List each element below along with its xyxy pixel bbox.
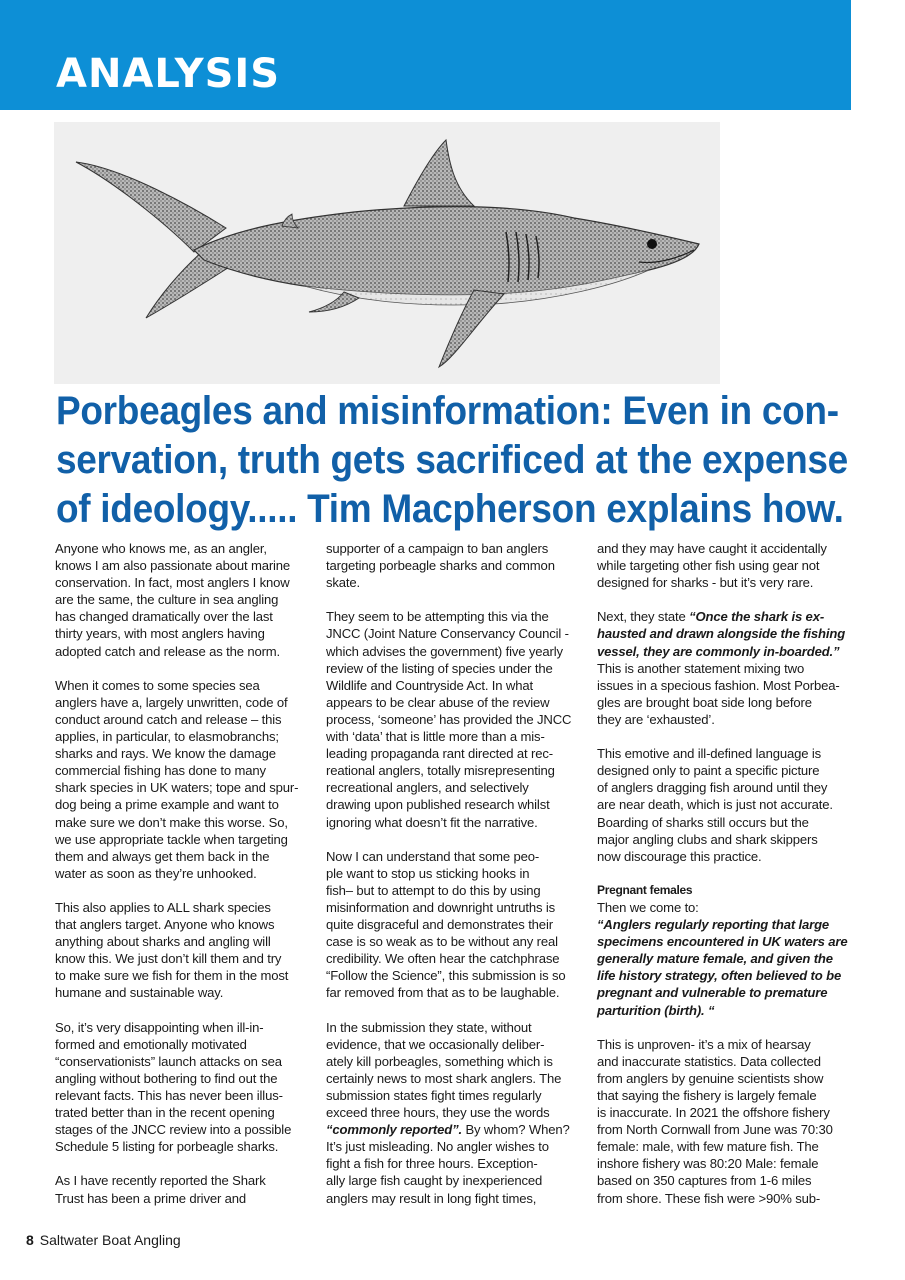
article-line: now discourage this practice. (597, 848, 762, 864)
article-line: Wildlife and Countryside Act. In what (326, 677, 533, 693)
section-label: ANALYSIS (56, 51, 281, 97)
quoted-claim: pregnant and vulnerable to premature (597, 985, 828, 1001)
article-line: designed for sharks - but it’s very rare. (597, 575, 814, 591)
article-line: angling without bothering to find out the (55, 1070, 278, 1086)
article-line: process, ‘someone’ has provided the JNCC (326, 711, 572, 727)
article-line: It’s just misleading. No angler wishes to (326, 1139, 549, 1155)
article-line: anglers have a, largely unwritten, code of (55, 694, 288, 710)
paragraph-gap (597, 728, 859, 745)
article-line: So, it’s very disappointing when ill-in- (55, 1019, 264, 1035)
article-line: In the submission they state, without (326, 1019, 532, 1035)
article-line: is inaccurate. In 2021 the offshore fishery (597, 1105, 830, 1121)
article-line: targeting porbeagle sharks and common (326, 558, 555, 574)
article-line: Anyone who knows me, as an angler, (55, 541, 267, 556)
paragraph-gap (326, 831, 588, 848)
article-line: from shore. These fish were >90% sub- (597, 1190, 821, 1206)
paragraph-gap (55, 660, 317, 677)
article-line: ignoring what doesn’t fit the narrative. (326, 814, 538, 830)
article-line: they are ‘exhausted’. (597, 711, 715, 727)
article-line: case is so weak as to be without any real (326, 934, 558, 950)
shark-illustration (54, 122, 720, 384)
page-number: 8 (26, 1232, 34, 1248)
quoted-claim: “commonly reported”. (326, 1122, 462, 1138)
article-line (597, 916, 859, 933)
article-line: When it comes to some species sea (55, 677, 260, 693)
article-line: adopted catch and release as the norm. (55, 643, 281, 659)
quoted-claim: life history strategy, often believed to be (597, 968, 842, 984)
article-line: make sure we don’t make this worse. So, (55, 814, 288, 830)
article-line: knows I am also passionate about marine (55, 558, 291, 574)
article-line (597, 950, 859, 967)
article-line (597, 1002, 859, 1019)
article-column-3 (597, 540, 859, 1207)
quoted-claim: vessel, they are commonly in-boarded.” (597, 643, 840, 659)
publication-name: Saltwater Boat Angling (39, 1232, 181, 1248)
article-line: from North Cornwall from June was 70:30 (597, 1122, 833, 1138)
article-line (597, 625, 859, 642)
article-line: formed and emotionally motivated (55, 1036, 247, 1052)
article-line: are the same, the culture in sea angling (55, 592, 279, 608)
article-line: water as soon as they’re unhooked. (55, 865, 257, 881)
quoted-claim: generally mature female, and given the (597, 951, 833, 967)
article-line: relevant facts. This has never been illus- (55, 1088, 283, 1103)
article-line: are near death, which is just not accurate. (597, 797, 833, 813)
article-line: This is unproven- it’s a mix of hearsay (597, 1036, 811, 1052)
article-line: applies, in particular, to elasmobranchs; (55, 729, 279, 745)
headline-line: Porbeagles and misinformation: Even in con- (56, 388, 839, 433)
quoted-claim: “Once the shark is ex- (685, 609, 825, 625)
article-line: them and always get them back in the (55, 848, 270, 864)
article-line: anything about sharks and angling will (55, 934, 271, 950)
article-line: which advises the government) five yearly (326, 643, 563, 659)
article-line: dog being a prime example and want to (55, 797, 279, 813)
article-line: major angling clubs and shark skippers (597, 831, 818, 847)
article-line: conduct around catch and release – this (55, 711, 282, 727)
article-line: fight a fish for three hours. Exception- (326, 1156, 538, 1172)
article-line: commercial fishing has done to many (55, 763, 266, 779)
article-line: thirty years, with most anglers having (55, 626, 265, 642)
article-line (597, 933, 859, 950)
article-line: This emotive and ill-defined language is (597, 746, 822, 762)
article-line: Boarding of sharks still occurs but the (597, 814, 809, 830)
article-line: JNCC (Joint Nature Conservancy Council - (326, 626, 569, 642)
article-line: misinformation and downright untruths is (326, 899, 556, 915)
article-line: reational anglers, totally misrepresenting (326, 763, 555, 779)
article-line: that saying the fishery is largely female (597, 1088, 817, 1103)
article-line: Next, they state “Once the shark is ex- (597, 609, 825, 625)
article-line: with ‘data’ that is little more than a mis- (326, 729, 545, 745)
article-line: leading propaganda rant directed at rec- (326, 746, 553, 762)
article-line: Then we come to: (597, 899, 699, 915)
article-line: based on 350 captures from 1-6 miles (597, 1173, 812, 1189)
article-line: gles are brought boat side long before (597, 694, 812, 710)
article-line: certainly news to most shark anglers. The (326, 1070, 562, 1086)
article-line: exceed three hours, they use the words (326, 1105, 550, 1121)
article-line: conservation. In fact, most anglers I know (55, 575, 290, 591)
article-line: we use appropriate tackle when targeting (55, 831, 288, 847)
article-line: ately kill porbeagles, something which is (326, 1053, 553, 1069)
article-line: shark species in UK waters; tope and spur- (55, 780, 299, 796)
article-line: recreational anglers, and selectively (326, 780, 529, 796)
paragraph-gap (326, 1002, 588, 1019)
article-line: As I have recently reported the Shark (55, 1173, 266, 1189)
article-line: far removed from that as to be laughable. (326, 985, 560, 1001)
article-line: fish– but to attempt to do this by using (326, 882, 541, 898)
article-line (597, 984, 859, 1001)
article-line: and inaccurate statistics. Data collected (597, 1053, 821, 1069)
article-line: supporter of a campaign to ban anglers (326, 541, 549, 556)
article-line (597, 967, 859, 984)
quoted-claim: hausted and drawn alongside the fishing (597, 626, 846, 642)
paragraph-gap (55, 1002, 317, 1019)
article-line: drawing upon published research whilst (326, 797, 550, 813)
paragraph-gap (55, 1155, 317, 1172)
article-line: Schedule 5 listing for porbeagle sharks. (55, 1139, 279, 1155)
paragraph-gap (597, 865, 859, 882)
article-line: inshore fishery was 80:20 Male: female (597, 1156, 819, 1172)
article-line: humane and sustainable way. (55, 985, 224, 1001)
article-headline (56, 386, 856, 533)
article-line: of anglers dragging fish around until they (597, 780, 828, 796)
article-line: has changed dramatically over the last (55, 609, 273, 625)
article-body (55, 540, 848, 1215)
article-line: know this. We just don’t kill them and try (55, 951, 282, 967)
quoted-claim: specimens encountered in UK waters are (597, 934, 848, 950)
article-line: stages of the JNCC review into a possible (55, 1122, 292, 1138)
article-line: Now I can understand that some peo- (326, 848, 540, 864)
article-line: credibility. We often hear the catchphrase (326, 951, 560, 967)
article-line: This also applies to ALL shark species (55, 899, 271, 915)
article-line: evidence, that we occasionally deliber- (326, 1036, 545, 1052)
article-line: Pregnant females (597, 882, 693, 897)
article-line: trated better than in the recent opening (55, 1105, 275, 1121)
article-column-1 (55, 540, 317, 1207)
article-line: while targeting other fish using gear not (597, 558, 820, 574)
article-line: designed only to paint a specific picture (597, 763, 820, 779)
quoted-claim: parturition (birth). “ (597, 1002, 715, 1018)
article-line: issues in a specious fashion. Most Porbea- (597, 677, 840, 693)
article-column-2 (326, 540, 588, 1207)
article-line: “commonly reported”. By whom? When? (326, 1122, 570, 1138)
article-line: to make sure we fish for them in the most (55, 968, 289, 984)
article-line: “Follow the Science”, this submission is so (326, 968, 566, 984)
quoted-claim: “Anglers regularly reporting that large (597, 917, 830, 933)
article-line: that anglers target. Anyone who knows (55, 917, 275, 933)
article-line: quite disgraceful and demonstrates their (326, 917, 553, 933)
article-line: This is another statement mixing two (597, 660, 805, 676)
article-line: “conservationists” launch attacks on sea (55, 1053, 282, 1069)
paragraph-gap (597, 1019, 859, 1036)
paragraph-gap (597, 591, 859, 608)
article-line: Trust has been a prime driver and (55, 1190, 247, 1206)
article-line: skate. (326, 575, 361, 591)
article-line: anglers may result in long fight times, (326, 1190, 537, 1206)
headline-line: servation, truth gets sacrificed at the expense (56, 437, 848, 482)
article-line: ally large fish caught by inexperienced (326, 1173, 543, 1189)
page-footer (26, 1232, 181, 1248)
porbeagle-shark-drawing-icon (54, 122, 720, 384)
article-line: submission states fight times regularly (326, 1088, 542, 1103)
article-line (597, 643, 859, 660)
headline-line: of ideology..... Tim Macpherson explains how. (56, 486, 844, 531)
article-line: ple want to stop us sticking hooks in (326, 865, 530, 881)
article-line: from anglers by genuine scientists show (597, 1070, 824, 1086)
article-line: sharks and rays. We know the damage (55, 746, 276, 762)
article-line: and they may have caught it accidentally (597, 541, 827, 556)
paragraph-gap (55, 882, 317, 899)
article-line: They seem to be attempting this via the (326, 609, 549, 625)
article-line: appears to be clear abuse of the review (326, 694, 550, 710)
paragraph-gap (326, 591, 588, 608)
article-line: female: male, with few mature fish. The (597, 1139, 819, 1155)
article-line: review of the listing of species under the (326, 660, 553, 676)
